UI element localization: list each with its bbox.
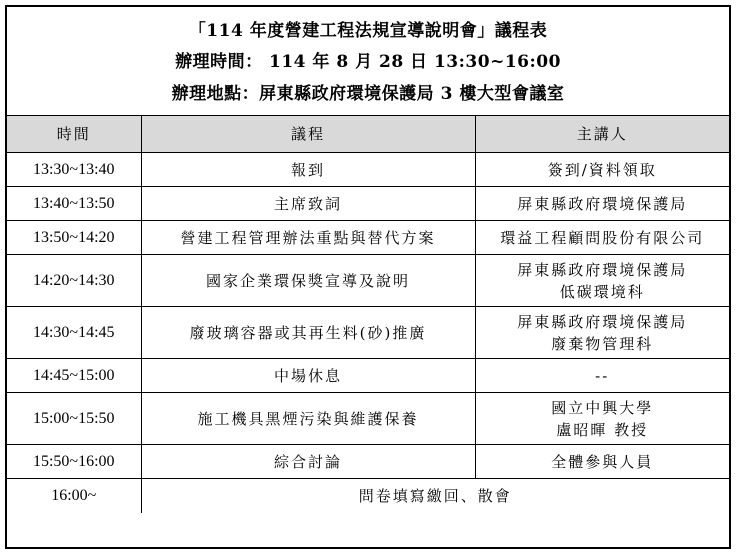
- column-header-speaker: 主講人: [475, 116, 729, 153]
- agenda-document: [5, 5, 731, 549]
- table-row-final: [7, 479, 729, 513]
- speaker-line: 盧昭暉 教授: [556, 420, 649, 439]
- row-topic: 綜合討論: [141, 445, 475, 479]
- speaker-line: --: [595, 366, 610, 385]
- speaker-line: 廢棄物管理科: [551, 334, 654, 353]
- row-speaker: [475, 153, 729, 187]
- row-time: 14:30~14:45: [7, 307, 141, 359]
- row-time: 14:45~15:00: [7, 359, 141, 393]
- row-time: 15:00~15:50: [7, 393, 141, 445]
- table-row: [7, 359, 729, 393]
- speaker-line: 環益工程顧問股份有限公司: [500, 228, 705, 247]
- table-row: [7, 445, 729, 479]
- table-row: [7, 307, 729, 359]
- table-row: [7, 393, 729, 445]
- speaker-line: 全體參與人員: [551, 452, 654, 471]
- row-speaker: [475, 307, 729, 359]
- row-topic: 營建工程管理辦法重點與替代方案: [141, 221, 475, 255]
- row-topic: 國家企業環保獎宣導及說明: [141, 255, 475, 307]
- column-header-agenda: 議程: [141, 116, 475, 153]
- row-topic: 報到: [141, 153, 475, 187]
- speaker-line: 屏東縣政府環境保護局: [517, 260, 688, 279]
- speaker-line: 低碳環境科: [559, 282, 645, 301]
- speaker-line: 簽到/資料領取: [547, 160, 657, 179]
- table-header-row: [7, 116, 729, 153]
- row-time: 14:20~14:30: [7, 255, 141, 307]
- speaker-line: 國立中興大學: [551, 398, 654, 417]
- row-time: 13:40~13:50: [7, 187, 141, 221]
- agenda-title: 「114 年度營建工程法規宣導說明會」議程表: [188, 21, 548, 42]
- row-topic: 施工機具黑煙污染與維護保養: [141, 393, 475, 445]
- row-speaker: [475, 255, 729, 307]
- row-topic: 廢玻璃容器或其再生料(砂)推廣: [141, 307, 475, 359]
- speaker-line: 屏東縣政府環境保護局: [517, 194, 688, 213]
- row-topic: 中場休息: [141, 359, 475, 393]
- table-row: [7, 153, 729, 187]
- row-time: 13:30~13:40: [7, 153, 141, 187]
- event-location: 辦理地點：屏東縣政府環境保護局 3 樓大型會議室: [171, 83, 565, 104]
- table-row: [7, 187, 729, 221]
- row-topic-merged: 問卷填寫繳回、散會: [141, 479, 729, 513]
- row-speaker: [475, 221, 729, 255]
- row-speaker: [475, 393, 729, 445]
- row-time: 15:50~16:00: [7, 445, 141, 479]
- table-row: [7, 255, 729, 307]
- row-topic: 主席致詞: [141, 187, 475, 221]
- agenda-table: [7, 116, 729, 513]
- column-header-time: 時間: [7, 116, 141, 153]
- row-speaker: [475, 359, 729, 393]
- row-time: 16:00~: [7, 479, 141, 513]
- table-row: [7, 221, 729, 255]
- agenda-header: [7, 7, 729, 116]
- row-speaker: [475, 445, 729, 479]
- row-time: 13:50~14:20: [7, 221, 141, 255]
- speaker-line: 屏東縣政府環境保護局: [517, 312, 688, 331]
- event-time: 辦理時間： 114 年 8 月 28 日 13:30~16:00: [175, 52, 561, 73]
- row-speaker: [475, 187, 729, 221]
